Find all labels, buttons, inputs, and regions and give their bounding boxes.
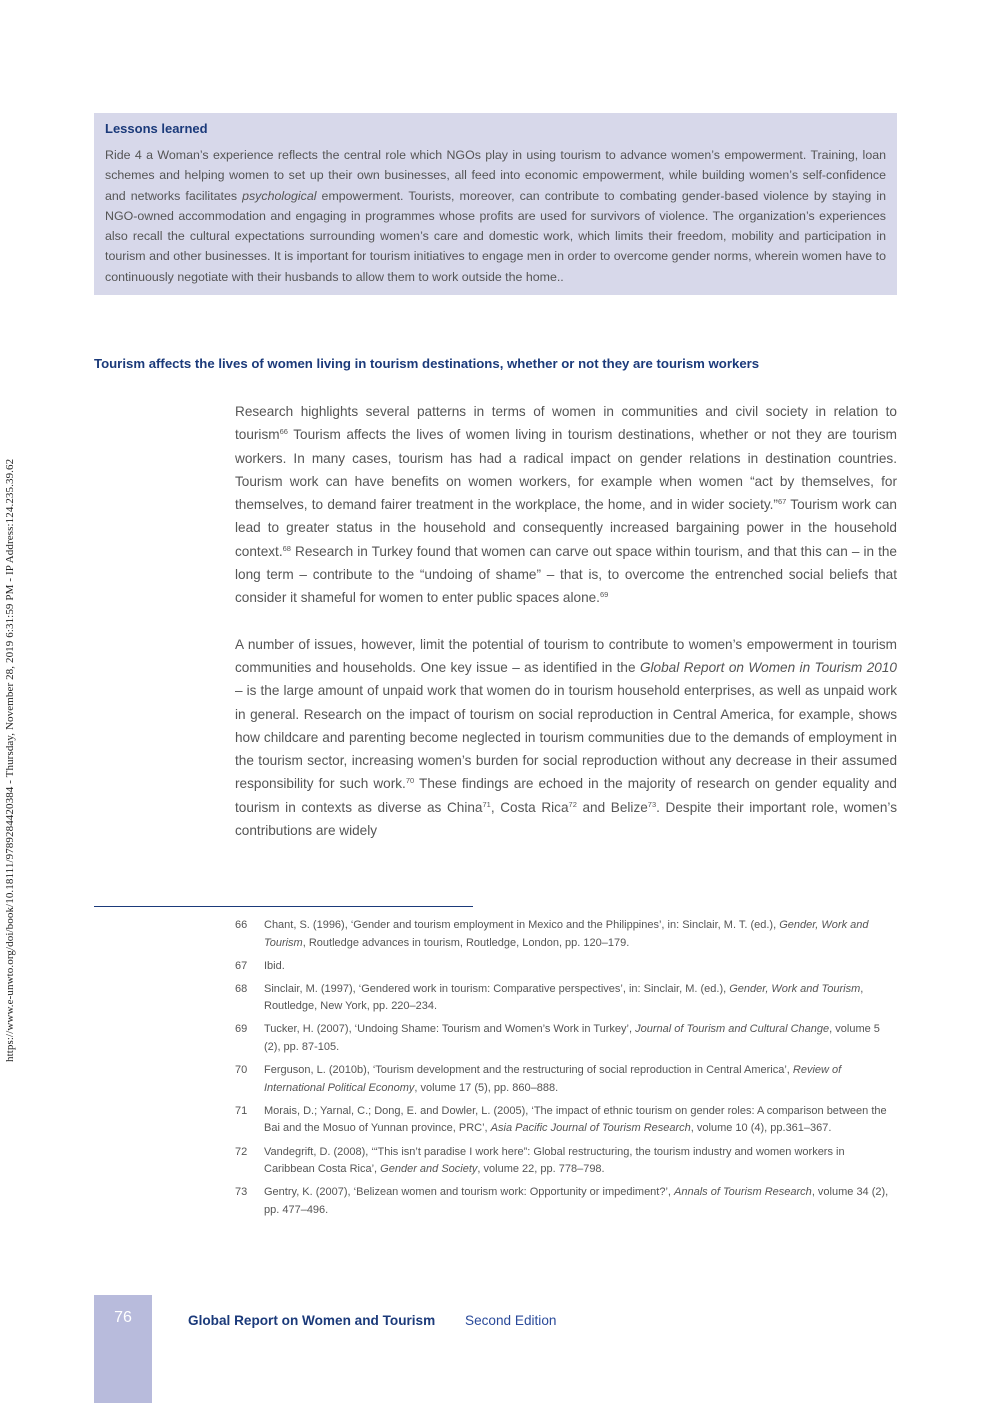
- report-title: Global Report on Women and Tourism: [188, 1313, 436, 1328]
- footnote-ref-72[interactable]: 72: [568, 799, 577, 809]
- body-text: [235, 400, 897, 865]
- footnote-ref-66[interactable]: 66: [279, 427, 288, 437]
- paragraph-1: Research highlights several patterns in terms of women in communities and civil society in relation to tourism$^{66}$ Tourism affects the lives of women living in tourism destinations, whether or not they are tourism workers. In many cases, tourism has had a radical impact on gender relations in destination countries. Tourism work can have benefits on women workers, for example when women “act by themselves, for themselves, to demand fairer treatment in the workplace, the home, and in wider society.”$^{67}$ Tourism work can lead to greater status in the household and consequently increased bargaining power in the household context.$^{68}$ Research in Turkey found that women can carve out space within tourism, and that this can – in the long term – contribute to the “undoing of shame” – that is, to overcome the entrenched social beliefs that consider it shameful for women to enter public spaces alone.$^{69}$: [235, 404, 897, 606]
- footnotes-list: [235, 917, 897, 1225]
- lessons-learned-text: Ride 4 a Woman’s experience reflects the central role which NGOs play in using tourism to advance women’s empowerment. Training, loan schemes and helping women to set up their own businesses, all feed into economic empowerment, while building women’s self-confidence and networks facilitates psychological empowerment. Tourists, moreover, can contribute to combating gender-based violence by staying in NGO-owned accommodation and engaging in programmes whose profits are used for survivors of violence. The organization’s experiences also recall the cultural expectations surrounding women’s care and domestic work, which limits their freedom, mobility and participation in tourism and other businesses. It is important for tourism initiatives to engage men in order to overcome gender norms, wherein women have to continuously negotiate with their husbands to allow them to work outside the home..: [105, 148, 886, 284]
- sidebar-access-url: https://www.e-unwto.org/doi/book/10.18111/9789284420384 - Thursday, November 28, 2019 6:31:59 PM - IP Address:124.235.39.62: [4, 458, 16, 1062]
- edition-label: Second Edition: [465, 1313, 557, 1328]
- footnote-ref-69[interactable]: 69: [599, 590, 609, 600]
- lessons-learned-title: Lessons learned: [105, 121, 208, 136]
- footnote-divider: [94, 906, 473, 907]
- footnote-item: 70 Ferguson, L. (2010b), ‘Tourism development and the restructuring of social reproduction in Central America’, Review of International Political Economy, volume 17 (5), pp. 860–888.: [235, 1064, 842, 1094]
- lessons-learned-box: [94, 113, 897, 295]
- footnote-ref-73[interactable]: 73: [647, 799, 657, 809]
- footnote-item: 68 Sinclair, M. (1997), ‘Gendered work in tourism: Comparative perspectives’, in: Sinclair, M. (ed.), Gender, Work and Tourism, Routledge, New York, pp. 220–234.: [235, 982, 864, 1013]
- paragraph-2: A number of issues, however, limit the potential of tourism to contribute to women’s empowerment in tourism communities and households. One key issue – as identified in the Global Report on Women in Tourism 2010 – is the large amount of unpaid work that women do in tourism household enterprises, as well as unpaid work in general. Research on the impact of tourism on social reproduction in Central America, for example, shows how childcare and parenting become neglected in tourism communities due to the demands of employment in the tourism sector, increasing women’s burden for social reproduction without any decrease in their assumed responsibility for such work.$^{70}$ These findings are echoed in the majority of research on gender equality and tourism in contexts as diverse as China$^{71}$, Costa Rica$^{72}$ and Belize$^{73}$. Despite their important role, women’s contributions are widely: [235, 636, 897, 839]
- footnote-item: 69 Tucker, H. (2007), ‘Undoing Shame: Tourism and Women’s Work in Turkey’, Journal of Tourism and Cultural Change, volume 5 (2), pp. 87-105.: [235, 1023, 880, 1054]
- footnote-item: 72 Vandegrift, D. (2008), ‘“This isn’t paradise I work here”: Global restructuring, the tourism industry and women workers in Caribbean Costa Rica’, Gender and Society, volume 22, pp. 778–798.: [235, 1145, 845, 1176]
- page-number: 76: [114, 1309, 132, 1326]
- footnote-item: 67 Ibid.: [235, 959, 285, 972]
- footnote-item: 66 Chant, S. (1996), ‘Gender and tourism employment in Mexico and the Philippines’, in: Sinclair, M. T. (ed.), Gender, Work and Tourism, Routledge advances in tourism, Routledge, London, pp. 120–179.: [235, 919, 869, 949]
- footnote-ref-67[interactable]: 67: [777, 497, 787, 507]
- footnote-ref-71[interactable]: 71: [482, 799, 491, 809]
- page-number-block: [94, 1295, 152, 1403]
- section-heading: Tourism affects the lives of women living in tourism destinations, whether or not they are tourism workers: [94, 356, 760, 371]
- footnote-item: 73 Gentry, K. (2007), ‘Belizean women and tourism work: Opportunity or impediment?’, Annals of Tourism Research, volume 34 (2), pp. 477–496.: [235, 1186, 889, 1216]
- footnote-item: 71 Morais, D.; Yarnal, C.; Dong, E. and Dowler, L. (2005), ‘The impact of ethnic tourism on gender roles: A comparison between the Bai and the Mosuo of Yunnan province, PRC’, Asia Pacific Journal of Tourism Research, volume 10 (4), pp.361–367.: [235, 1104, 887, 1135]
- footnote-ref-68[interactable]: 68: [282, 543, 291, 553]
- footnote-ref-70[interactable]: 70: [405, 776, 415, 786]
